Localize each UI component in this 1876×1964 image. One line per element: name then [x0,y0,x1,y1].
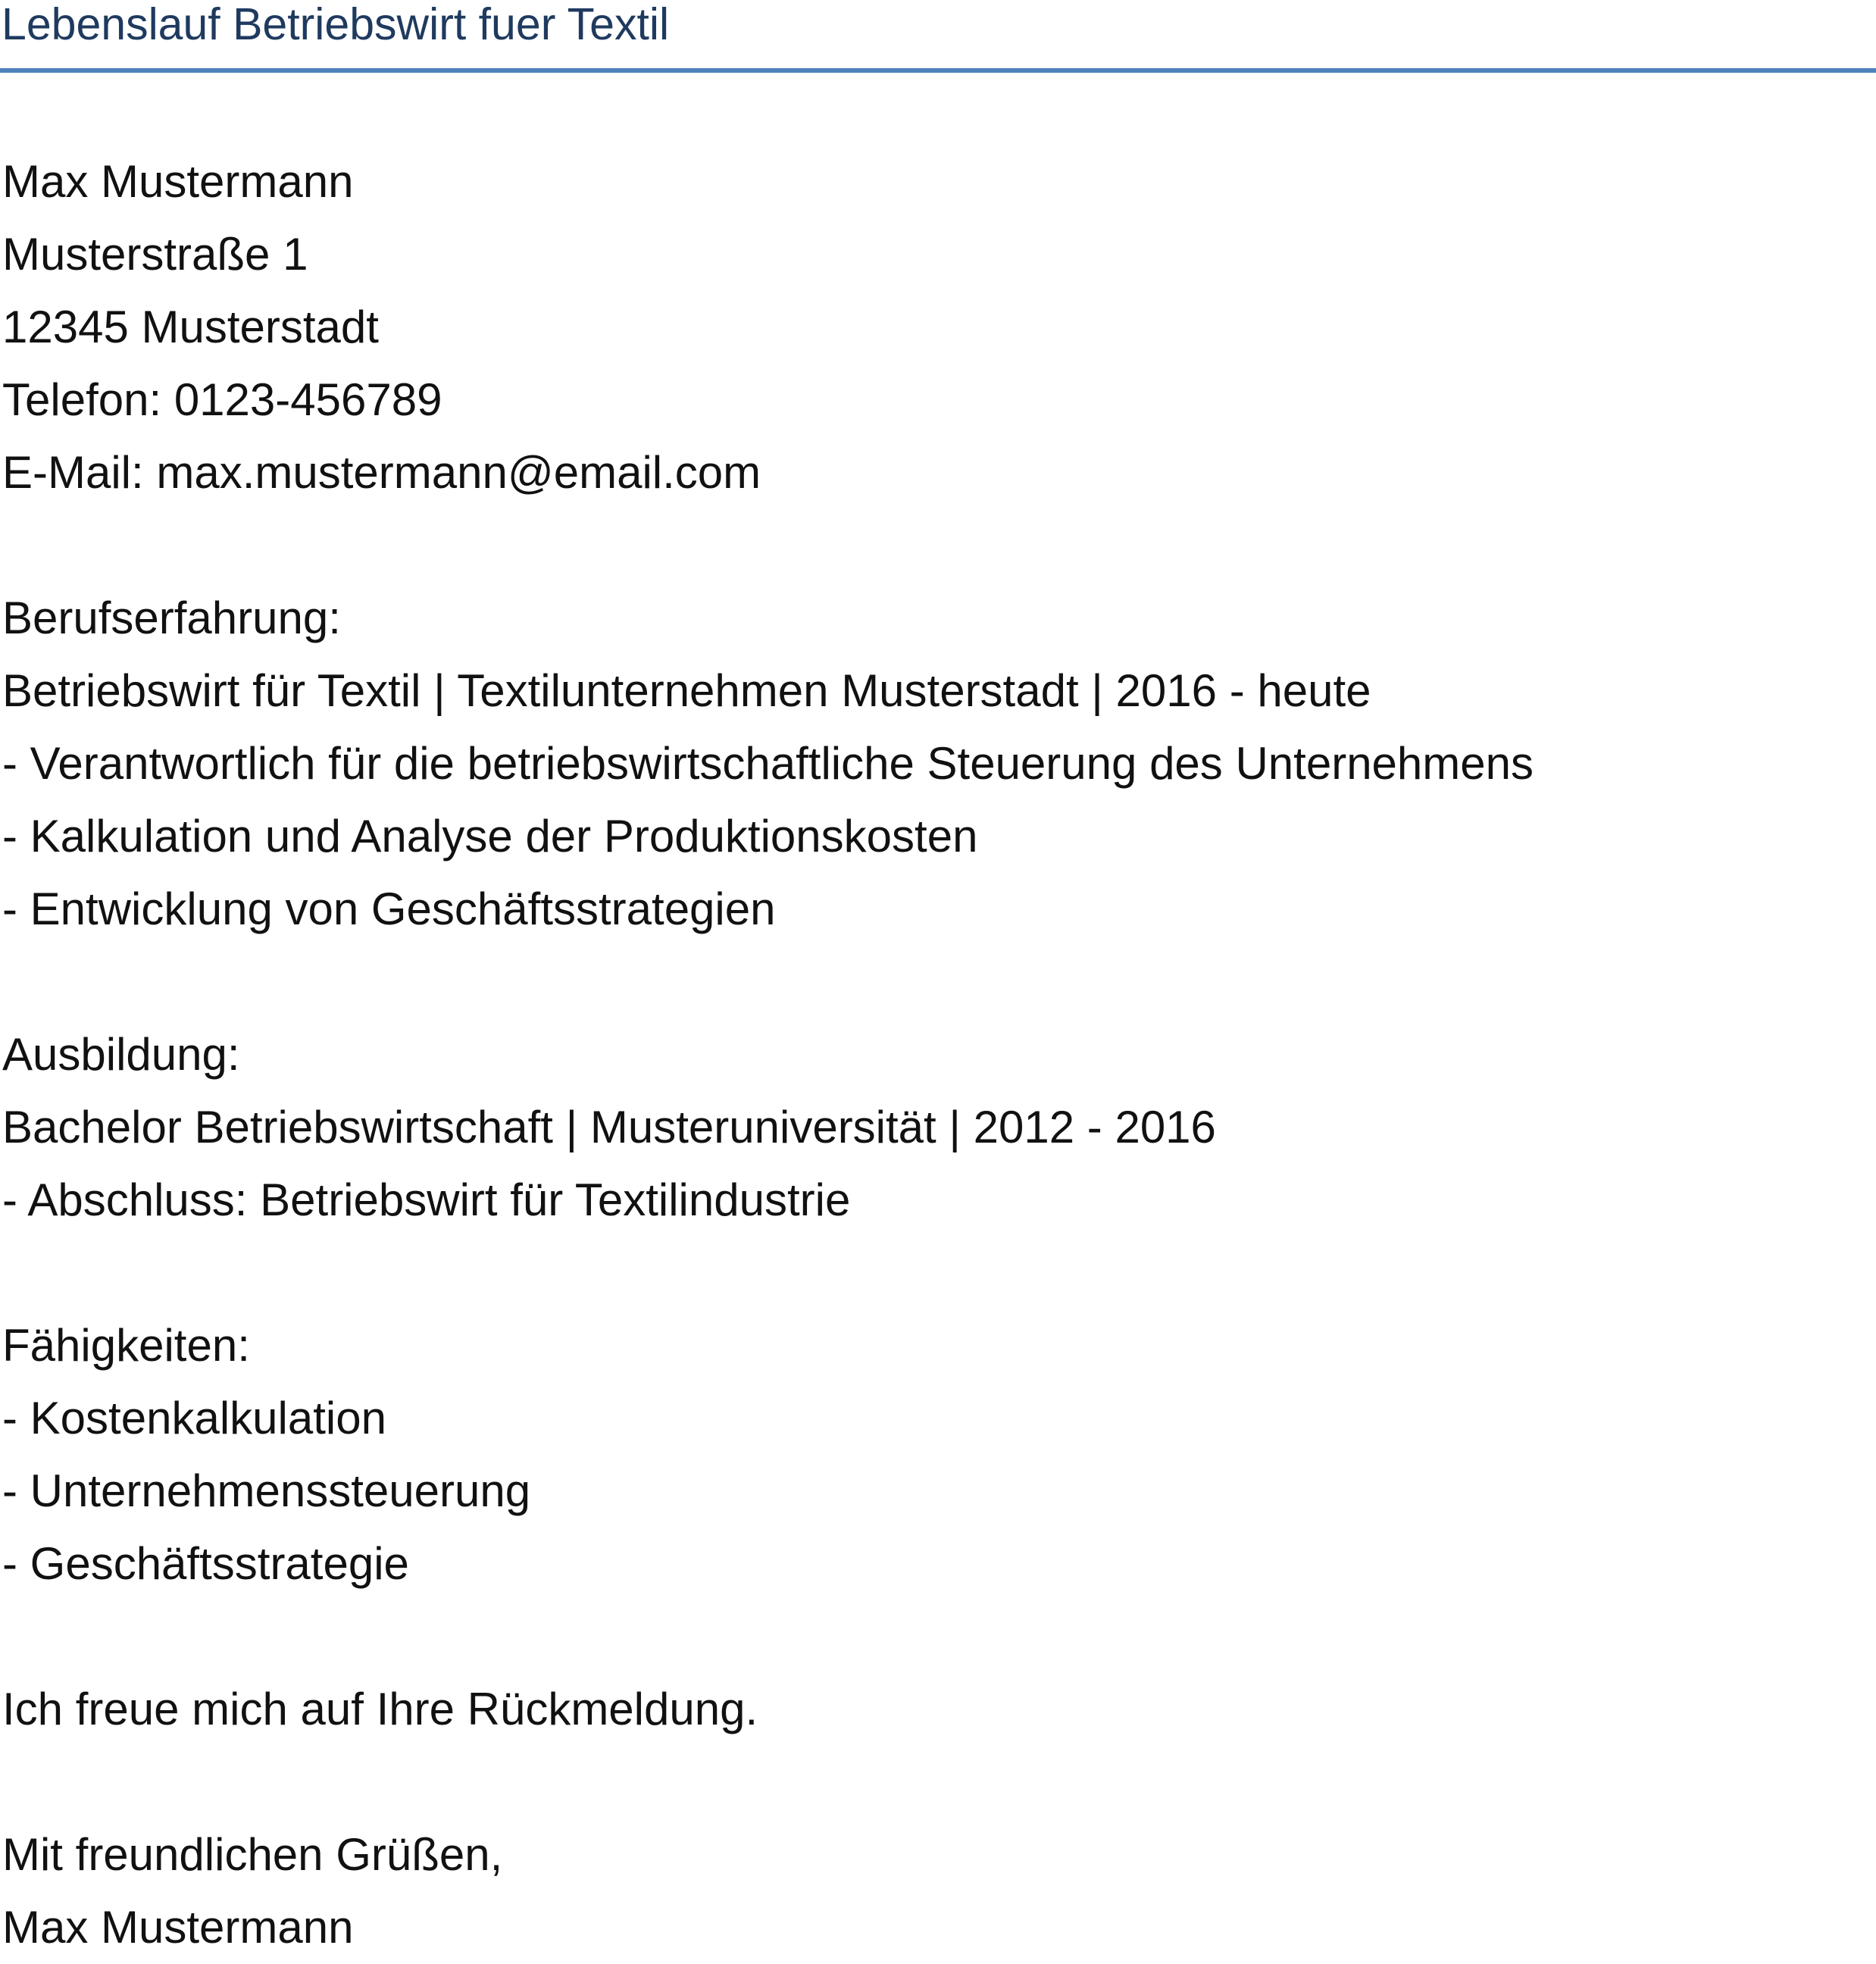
contact-street: Musterstraße 1 [2,229,308,280]
education-degree: Bachelor Betriebswirtschaft | Musteruniversität | 2012 - 2016 [2,1102,1216,1152]
title-underline-rule [0,68,1876,73]
contact-name: Max Mustermann [2,156,354,207]
education-bullet: - Abschluss: Betriebswirt für Textilindustrie [2,1174,851,1225]
contact-city: 12345 Musterstadt [2,302,379,352]
contact-email: E-Mail: max.mustermann@email.com [2,447,761,498]
skills-heading: Fähigkeiten: [2,1320,250,1371]
education-heading: Ausbildung: [2,1029,240,1080]
experience-position: Betriebswirt für Textil | Textilunternehmen Musterstadt | 2016 - heute [2,665,1371,716]
blank-line [2,509,1866,582]
blank-line [2,1237,1866,1309]
closing-line: Ich freue mich auf Ihre Rückmeldung. [2,1684,758,1734]
experience-bullet: - Verantwortlich für die betriebswirtschaftliche Steuerung des Unternehmens [2,738,1534,789]
skill-item: - Geschäftsstrategie [2,1538,409,1589]
skill-item: - Unternehmenssteuerung [2,1465,531,1516]
contact-phone: Telefon: 0123-456789 [2,374,442,425]
closing-greeting: Mit freundlichen Grüßen, [2,1829,503,1880]
experience-heading: Berufserfahrung: [2,593,341,643]
document-title: Lebenslauf Betriebswirt fuer Textil [2,0,670,49]
skill-item: - Kostenkalkulation [2,1393,386,1443]
experience-bullet: - Entwicklung von Geschäftsstrategien [2,883,776,934]
blank-line [2,1746,1866,1819]
document-body [2,145,1866,1964]
blank-line [2,946,1866,1018]
blank-line [2,1600,1866,1673]
experience-bullet: - Kalkulation und Analyse der Produktionskosten [2,811,978,862]
signature-name: Max Mustermann [2,1902,354,1953]
